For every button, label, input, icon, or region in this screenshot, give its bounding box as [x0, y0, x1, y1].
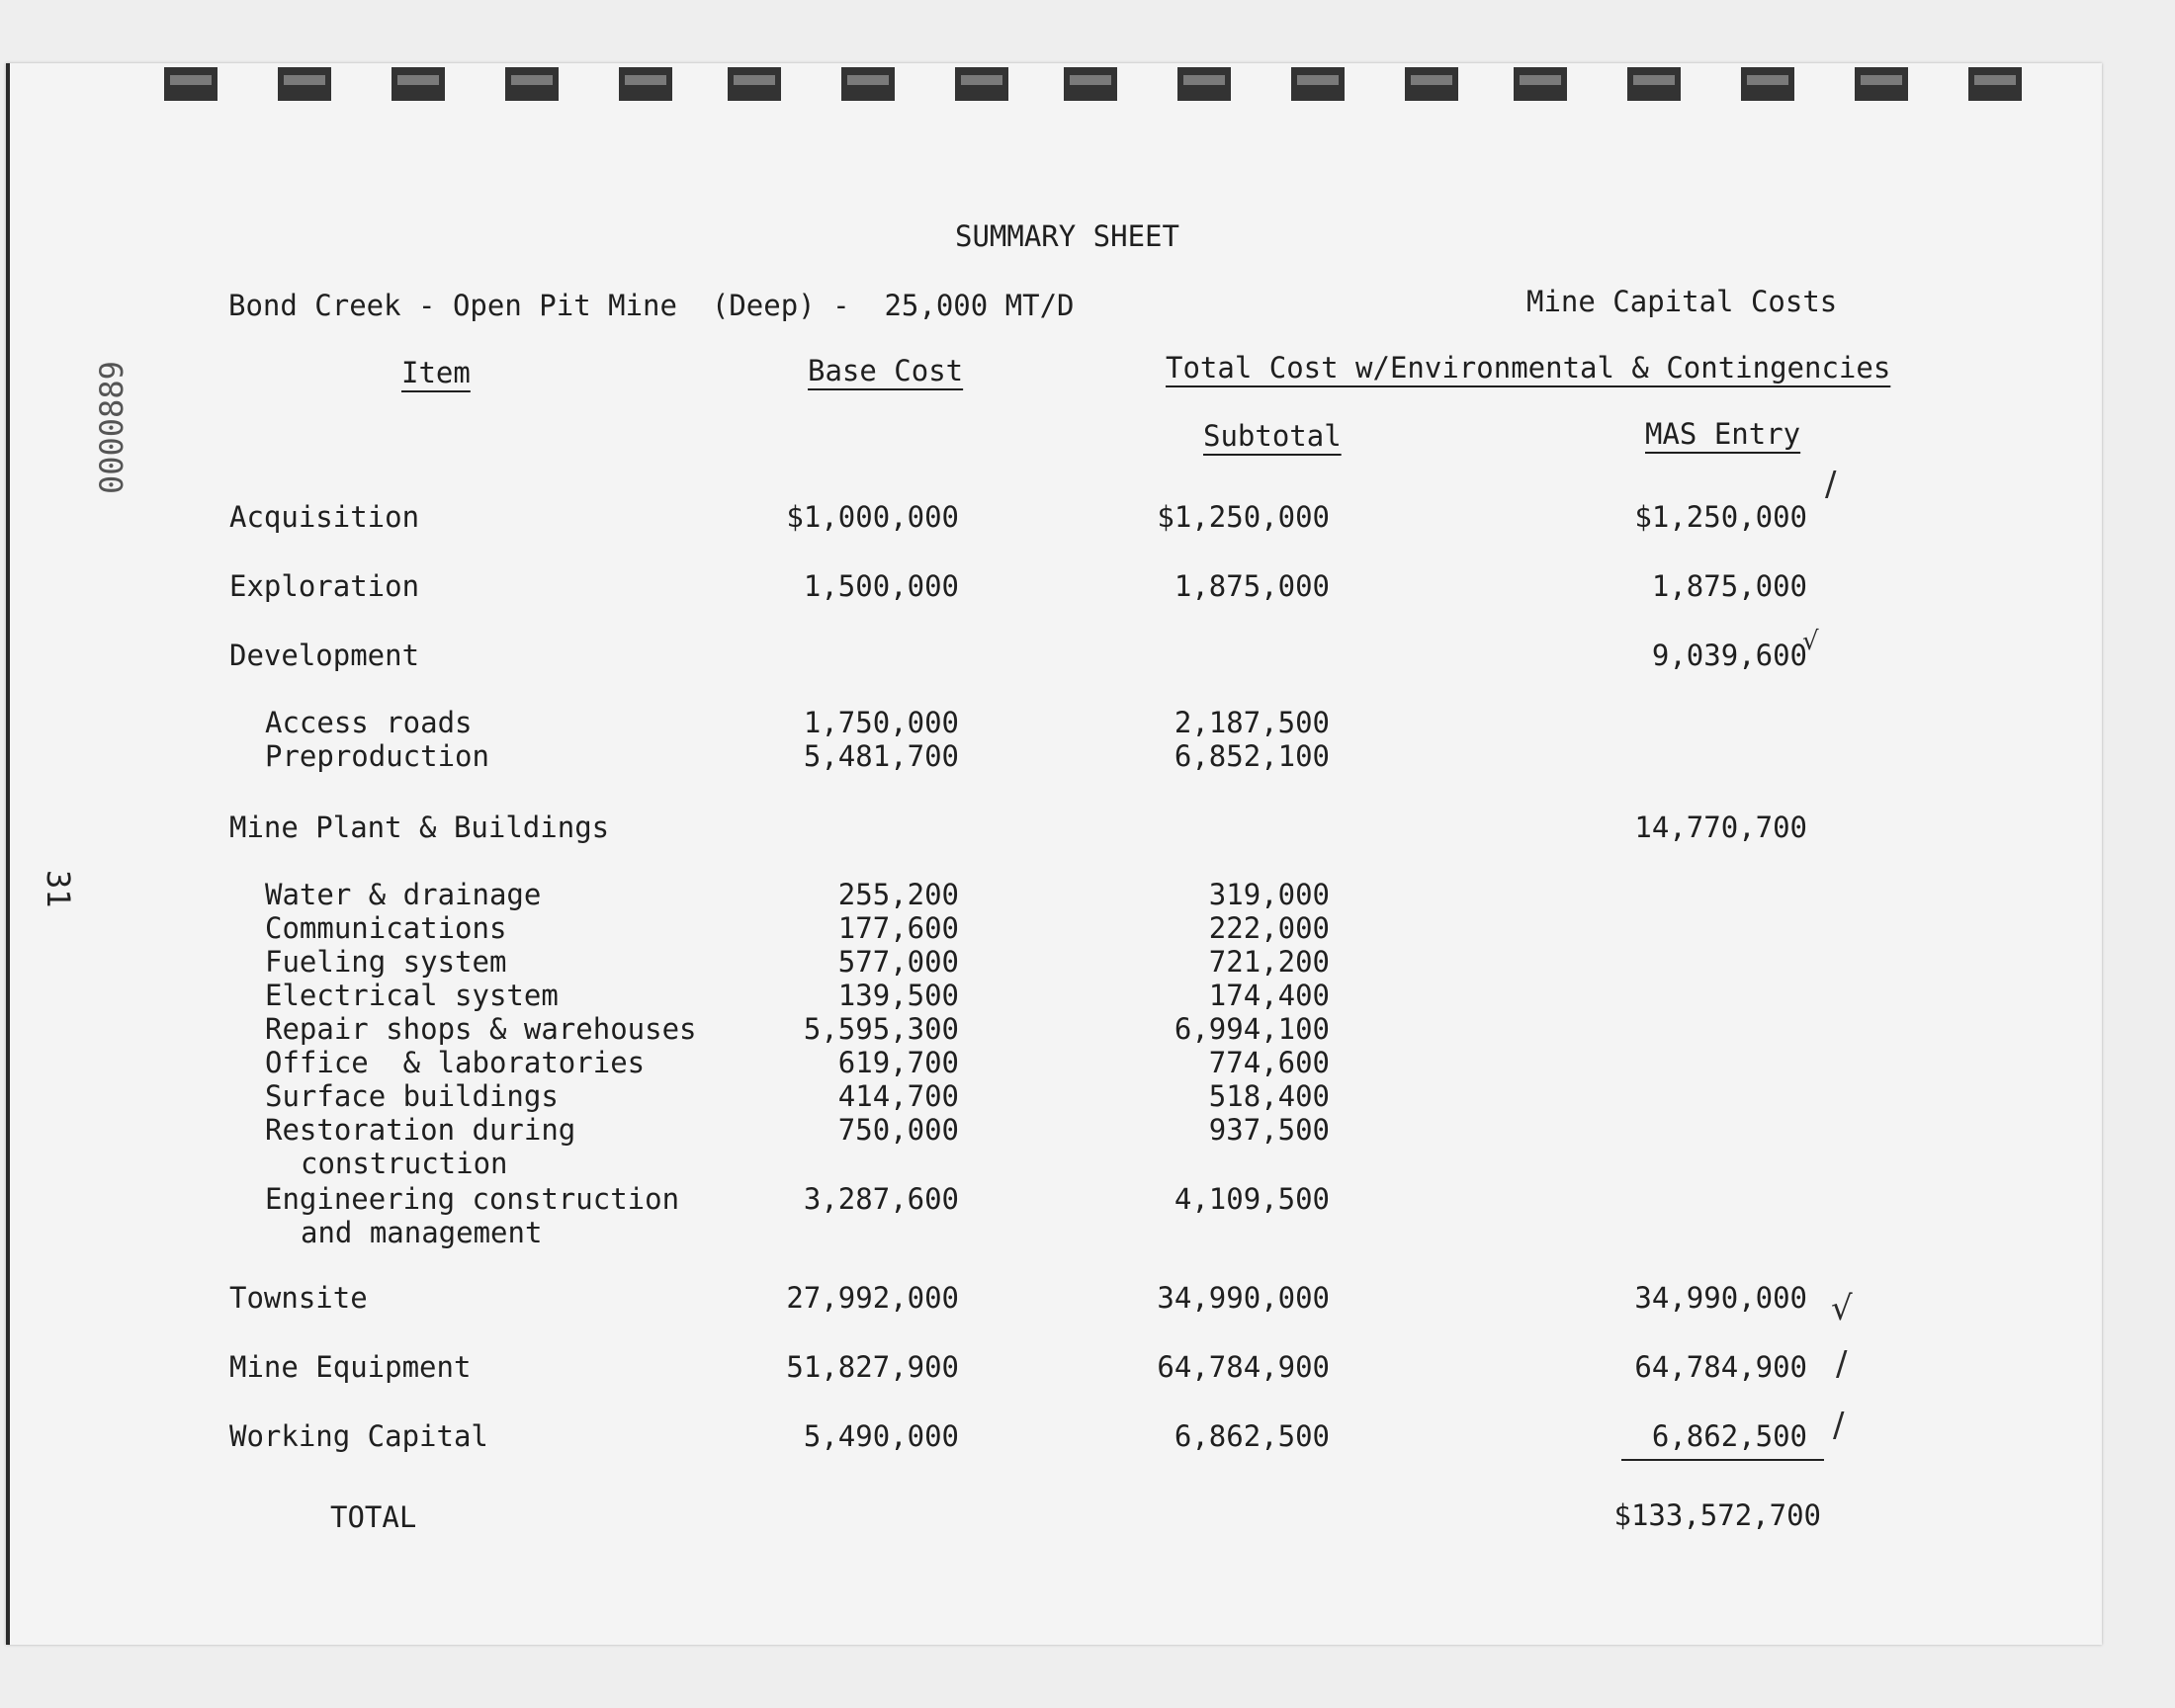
total-rule — [1621, 1459, 1824, 1461]
header-mas-entry: MAS Entry — [1645, 417, 1801, 451]
binding-ring — [619, 67, 672, 101]
row-item-label: construction — [301, 1147, 508, 1180]
row-item-label: Fueling system — [265, 945, 507, 979]
row-base-cost: 619,700 — [837, 1046, 959, 1079]
binding-ring — [164, 67, 218, 101]
row-item-label: Working Capital — [229, 1419, 488, 1453]
row-subtotal: 6,994,100 — [1174, 1012, 1330, 1046]
row-subtotal: 2,187,500 — [1174, 706, 1330, 739]
row-base-cost: 255,200 — [837, 878, 959, 911]
binding-ring — [1968, 67, 2022, 101]
row-base-cost: 5,595,300 — [803, 1012, 959, 1046]
check-mark-icon: / — [1833, 1406, 1845, 1445]
row-item-label: Surface buildings — [265, 1079, 559, 1113]
stamp-number: 0000889 — [93, 361, 130, 494]
row-subtotal: 774,600 — [1208, 1046, 1330, 1079]
page-number: 31 — [40, 870, 77, 908]
spiral-binding — [6, 67, 2076, 101]
row-mas-entry: 14,770,700 — [1634, 811, 1807, 844]
row-item-label: Mine Equipment — [229, 1350, 472, 1384]
row-item-label: Repair shops & warehouses — [265, 1012, 697, 1046]
row-mas-entry: 6,862,500 — [1651, 1419, 1807, 1453]
row-subtotal: 34,990,000 — [1157, 1281, 1330, 1315]
row-base-cost: 139,500 — [837, 979, 959, 1012]
binding-ring — [1064, 67, 1117, 101]
row-subtotal: 319,000 — [1208, 878, 1330, 911]
row-item-label: and management — [301, 1216, 543, 1249]
row-base-cost: 1,750,000 — [803, 706, 959, 739]
project-title: Bond Creek - Open Pit Mine (Deep) - 25,000 MT/D — [228, 289, 1075, 322]
binding-ring — [1627, 67, 1681, 101]
total-label: TOTAL — [330, 1500, 417, 1534]
row-base-cost: 5,481,700 — [803, 739, 959, 773]
binding-ring — [1405, 67, 1458, 101]
row-subtotal: 64,784,900 — [1157, 1350, 1330, 1384]
row-base-cost: 750,000 — [837, 1113, 959, 1147]
row-subtotal: 937,500 — [1208, 1113, 1330, 1147]
cost-category: Mine Capital Costs — [1526, 285, 1838, 318]
row-item-label: Water & drainage — [265, 878, 542, 911]
row-base-cost: 27,992,000 — [786, 1281, 959, 1315]
header-item: Item — [401, 356, 471, 389]
row-item-label: Townsite — [229, 1281, 368, 1315]
check-mark-icon: / — [1836, 1344, 1848, 1384]
binding-ring — [955, 67, 1008, 101]
row-subtotal: 1,875,000 — [1174, 569, 1330, 603]
row-subtotal: 6,852,100 — [1174, 739, 1330, 773]
row-item-label: Preproduction — [265, 739, 489, 773]
row-item-label: Communications — [265, 911, 507, 945]
binding-ring — [1741, 67, 1794, 101]
row-base-cost: $1,000,000 — [786, 500, 959, 534]
row-subtotal: 6,862,500 — [1174, 1419, 1330, 1453]
header-subtotal: Subtotal — [1203, 419, 1342, 453]
binding-ring — [1855, 67, 1908, 101]
row-mas-entry: $1,250,000 — [1634, 500, 1807, 534]
binding-ring — [505, 67, 559, 101]
total-value: $133,572,700 — [1613, 1498, 1821, 1532]
row-item-label: Mine Plant & Buildings — [229, 811, 610, 844]
row-subtotal: 721,200 — [1208, 945, 1330, 979]
binding-ring — [1291, 67, 1345, 101]
check-mark-icon: √ — [1802, 627, 1819, 656]
row-base-cost: 414,700 — [837, 1079, 959, 1113]
row-item-label: Access roads — [265, 706, 473, 739]
binding-ring — [841, 67, 895, 101]
row-item-label: Electrical system — [265, 979, 559, 1012]
row-base-cost: 3,287,600 — [803, 1182, 959, 1216]
page-title: SUMMARY SHEET — [955, 219, 1179, 253]
row-item-label: Engineering construction — [265, 1182, 680, 1216]
row-item-label: Restoration during — [265, 1113, 576, 1147]
binding-ring — [278, 67, 331, 101]
row-base-cost: 1,500,000 — [803, 569, 959, 603]
binding-ring — [392, 67, 445, 101]
binding-ring — [1177, 67, 1231, 101]
row-item-label: Exploration — [229, 569, 420, 603]
row-base-cost: 177,600 — [837, 911, 959, 945]
row-mas-entry: 34,990,000 — [1634, 1281, 1807, 1315]
row-item-label: Acquisition — [229, 500, 420, 534]
row-subtotal: $1,250,000 — [1157, 500, 1330, 534]
row-item-label: Office & laboratories — [265, 1046, 646, 1079]
row-base-cost: 51,827,900 — [786, 1350, 959, 1384]
binding-ring — [728, 67, 781, 101]
row-subtotal: 518,400 — [1208, 1079, 1330, 1113]
row-base-cost: 577,000 — [837, 945, 959, 979]
row-mas-entry: 9,039,600 — [1651, 639, 1807, 672]
row-subtotal: 174,400 — [1208, 979, 1330, 1012]
row-item-label: Development — [229, 639, 420, 672]
row-subtotal: 222,000 — [1208, 911, 1330, 945]
header-base-cost: Base Cost — [808, 354, 964, 387]
row-base-cost: 5,490,000 — [803, 1419, 959, 1453]
row-mas-entry: 64,784,900 — [1634, 1350, 1807, 1384]
check-mark-icon: / — [1825, 465, 1837, 504]
header-total-cost: Total Cost w/Environmental & Contingencies — [1166, 351, 1891, 384]
row-subtotal: 4,109,500 — [1174, 1182, 1330, 1216]
check-mark-icon: √ — [1831, 1289, 1853, 1328]
row-mas-entry: 1,875,000 — [1651, 569, 1807, 603]
binding-ring — [1514, 67, 1567, 101]
